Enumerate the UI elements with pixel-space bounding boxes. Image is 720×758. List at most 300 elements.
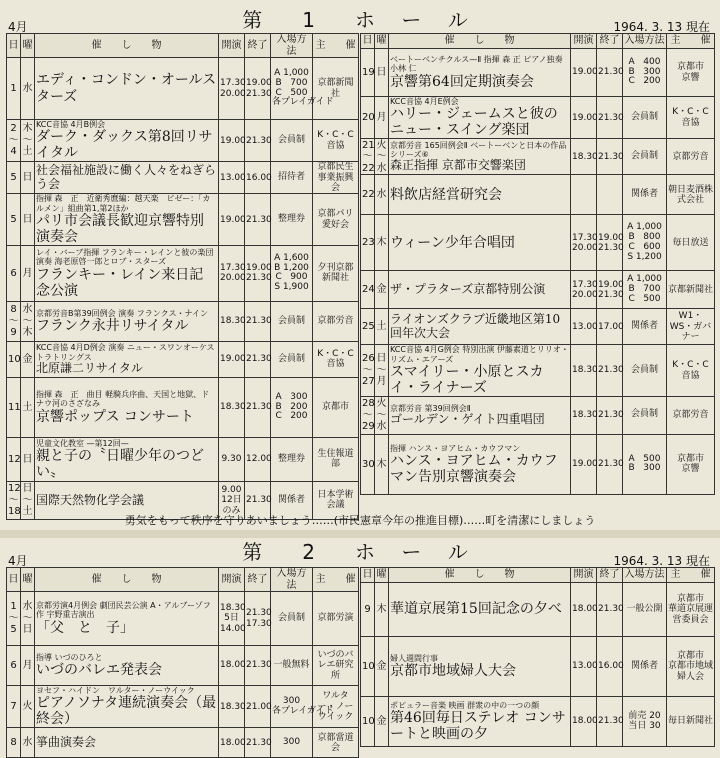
event-organizer: 京都民生事業振興会	[313, 162, 359, 194]
event-admission: 会員制	[271, 341, 313, 377]
event-organizer: 京都市 京響	[667, 49, 715, 97]
event-date: 24	[361, 271, 375, 309]
column-header: 主 催	[667, 568, 715, 583]
event-start: 13.00	[571, 637, 597, 697]
event-title-cell	[389, 345, 571, 397]
event-admission: 整理券	[271, 437, 313, 481]
event-weekday: 月	[375, 97, 389, 139]
event-title-cell	[35, 728, 219, 758]
event-row	[361, 49, 715, 97]
event-date: 10	[361, 697, 375, 747]
event-start: 19.00	[219, 120, 245, 162]
event-start: 17.30 20.00	[219, 58, 245, 120]
event-title: 華道京展第15回記念の夕べ	[390, 601, 562, 618]
event-row	[7, 245, 359, 301]
event-weekday: 日	[21, 162, 35, 194]
event-subtitle: 指揮 ハンス・ヨアヒム・カウフマン	[390, 443, 521, 453]
event-title: 森正指揮 京都市交響楽団	[390, 158, 526, 173]
event-subtitle: KCC音協 4月G例会 特別出演 伊藤素道とリリオ・リズム・エアーズ	[390, 345, 569, 364]
event-end: 21.00	[245, 686, 271, 728]
event-organizer: 京都當道会	[313, 728, 359, 758]
event-end: 17.00	[597, 309, 623, 345]
event-weekday: 土	[21, 377, 35, 437]
event-row	[7, 728, 359, 758]
event-weekday: 日	[21, 194, 35, 246]
event-organizer: 京都新聞社	[667, 271, 715, 309]
event-start: 17.30 20.00	[219, 245, 245, 301]
event-title-cell	[389, 583, 571, 637]
event-weekday: 金	[375, 271, 389, 309]
event-start: 18.00	[219, 646, 245, 686]
event-date: 12	[7, 437, 21, 481]
event-subtitle: 指導 いづのひろと	[36, 652, 103, 662]
event-row	[7, 592, 359, 646]
event-weekday: 木	[375, 215, 389, 271]
event-admission: 関係者	[623, 309, 667, 345]
event-title: 京都市地域婦人大会	[390, 663, 516, 680]
event-title: ハンス・ヨアヒム・カウフマン告別京響演奏会	[390, 452, 558, 486]
event-end: 21.30	[245, 377, 271, 437]
event-start: 17.30 20.00	[571, 271, 597, 309]
event-weekday: 木	[375, 434, 389, 494]
event-start: 18.30 5日 14.00	[219, 592, 245, 646]
event-organizer: 毎日新聞社	[667, 697, 715, 747]
event-row	[361, 583, 715, 637]
event-title: 「父 と 子」	[36, 619, 134, 636]
event-end: 21.30	[245, 481, 271, 519]
event-date: 30	[361, 434, 375, 494]
column-header: 開演	[571, 568, 597, 583]
event-admission: 前売 20 当日 30	[623, 697, 667, 747]
event-title-cell	[35, 301, 219, 341]
event-subtitle: 京都労音B第39回例会 演奏 フランクス・ナイン	[36, 308, 208, 318]
event-weekday: 火 〜 水	[376, 139, 387, 174]
event-weekday: 金	[21, 341, 35, 377]
event-row	[361, 139, 715, 175]
hall1-right-header	[361, 34, 715, 49]
event-end: 21.30	[597, 97, 623, 139]
event-subtitle: 指揮 森 正 曲目 軽騎兵序曲、天国と地獄、ドナウ河のさざなみ	[36, 390, 210, 409]
event-title-cell	[35, 245, 219, 301]
event-subtitle: 京都労音 第39回例会Ⅱ	[390, 403, 471, 413]
event-date: 19	[361, 49, 375, 97]
event-date: 1 〜 5	[7, 592, 21, 646]
column-header: 日	[361, 34, 375, 49]
event-date: 2 〜 4	[7, 120, 21, 162]
event-date: 26 〜 27	[361, 345, 375, 397]
event-title: ハリー・ジェームスと彼のニュー・スイング楽団	[390, 106, 558, 139]
event-date: 21 〜 22	[362, 139, 375, 174]
event-start	[571, 175, 597, 215]
event-start: 18.00	[219, 728, 245, 758]
column-header: 催 し 物	[35, 568, 219, 592]
column-header: 終了	[245, 34, 271, 58]
event-title: スマイリー・小原とスカイ・ライナーズ	[390, 363, 544, 396]
event-date: 8	[7, 728, 21, 758]
event-title-cell	[389, 175, 571, 215]
event-title: ゴールデン・ゲイト四重唱団	[390, 412, 545, 427]
hall1-left-table	[6, 33, 359, 520]
event-weekday: 水 〜 木	[21, 301, 35, 341]
event-start: 19.00	[219, 341, 245, 377]
event-organizer: 生住報道部	[313, 437, 359, 481]
event-end: 21.30	[597, 49, 623, 97]
event-admission: 会員制	[623, 97, 667, 139]
event-weekday: 水 〜 日	[21, 592, 35, 646]
event-admission: 整理券	[271, 194, 313, 246]
event-subtitle: 京都労音 165回例会Ⅱ ベートーベンと日本の作品シリーズ⑥	[390, 140, 567, 159]
event-start: 19.00	[571, 97, 597, 139]
event-title-cell	[35, 58, 219, 120]
event-start: 19.00	[571, 49, 597, 97]
event-admission: 一般公開	[623, 583, 667, 637]
event-date: 28 〜 29	[361, 396, 375, 434]
event-title-cell	[35, 341, 219, 377]
event-end: 19.00 21.30	[597, 215, 623, 271]
event-row	[7, 162, 359, 194]
column-header: 入場方法	[623, 568, 667, 583]
event-start: 18.30	[571, 396, 597, 434]
event-end: 21.30	[597, 396, 623, 434]
event-weekday: 日	[21, 437, 35, 481]
event-admission: 300	[271, 728, 313, 758]
event-admission: 会員制	[271, 120, 313, 162]
event-subtitle: 児童文化教室 —第12回—	[36, 438, 129, 448]
event-organizer: 京都労音	[667, 396, 715, 434]
event-title: フランク永井リサイタル	[36, 318, 189, 335]
event-end: 21.30	[597, 434, 623, 494]
hall1-month: 4月	[8, 20, 28, 34]
event-organizer: 京都労演	[313, 592, 359, 646]
event-organizer: 京都市 京響	[667, 434, 715, 494]
event-end: 19.00 21.30	[597, 271, 623, 309]
event-title: 京響ポップス コンサート	[36, 408, 194, 425]
event-title: ウィーン少年合唱団	[390, 234, 515, 251]
hall1-date-stamp: 1964. 3. 13 現在	[613, 20, 710, 34]
event-admission: 関係者	[271, 481, 313, 519]
event-row	[361, 637, 715, 697]
event-end: 16.00	[597, 637, 623, 697]
column-header: 主 催	[313, 568, 359, 592]
event-subtitle: ポピュラー音楽 映画 群衆の中の一つの顔	[390, 700, 540, 710]
event-start: 18.30	[219, 377, 245, 437]
event-title: 第46回毎日ステレオ コンサートと映画の夕	[390, 710, 566, 743]
event-start: 18.30	[219, 301, 245, 341]
event-start: 18.00	[571, 583, 597, 637]
event-start: 18.00	[571, 697, 597, 747]
event-title: 料飲店経営研究会	[390, 186, 502, 203]
event-weekday: 月	[21, 245, 35, 301]
event-date: 5	[7, 162, 21, 194]
event-title-cell	[389, 697, 571, 747]
event-title: ザ・プラターズ京都特別公演	[390, 281, 546, 296]
event-date: 7	[7, 686, 21, 728]
event-row	[7, 437, 359, 481]
event-title: ダーク・ダックス第8回リサイタル	[36, 129, 213, 162]
event-organizer: K・C・C音協	[667, 345, 715, 397]
event-date: 20	[361, 97, 375, 139]
event-title-cell	[389, 434, 571, 494]
event-row	[7, 686, 359, 728]
event-end: 21.30	[245, 646, 271, 686]
column-header: 日	[361, 568, 375, 583]
event-weekday: 水	[21, 728, 35, 758]
event-organizer: 京都市 京都市地域婦人会	[667, 637, 715, 697]
event-date: 22	[361, 175, 375, 215]
hall1-left-header	[7, 34, 359, 58]
event-subtitle: KCC音協 4月D例会 演奏 ニュー・スワンオーケストラトリングス	[36, 343, 215, 362]
event-admission: 会員制	[271, 301, 313, 341]
event-start: 18.30	[571, 139, 597, 175]
event-weekday: 日	[375, 49, 389, 97]
event-organizer: いづのバレエ研究所	[313, 646, 359, 686]
hall2-left-table	[6, 567, 359, 758]
event-title-cell	[35, 377, 219, 437]
event-title-cell	[35, 686, 219, 728]
column-header: 開演	[219, 568, 245, 592]
event-title-cell	[35, 194, 219, 246]
event-admission: 関係者	[623, 175, 667, 215]
event-organizer: ワルター・ノーウイック	[313, 686, 359, 728]
event-title-cell	[389, 271, 571, 309]
event-end: 19.00 21.30	[245, 245, 271, 301]
column-header: 曜	[375, 568, 389, 583]
event-start: 17.30 20.00	[571, 215, 597, 271]
column-header: 曜	[21, 34, 35, 58]
event-admission: A 300 B 200 C 200	[271, 377, 313, 437]
event-admission: 会員制	[623, 345, 667, 397]
event-weekday: 金	[375, 637, 389, 697]
column-header: 入場方法	[623, 34, 667, 49]
hall1-title: 第 1 ホ ー ル	[242, 8, 478, 32]
event-title: パリ市会議長歓迎京響特別演奏会	[36, 212, 204, 245]
event-organizer: 京都労音	[667, 139, 715, 175]
event-start: 18.30	[571, 345, 597, 397]
event-start: 13.00	[571, 309, 597, 345]
event-admission: 会員制	[271, 592, 313, 646]
event-weekday: 木 〜 土	[21, 120, 35, 162]
event-title-cell	[35, 162, 219, 194]
event-title: 社会福祉施設に働く人々をねぎらう会	[36, 163, 217, 191]
event-organizer: K・C・C音協	[313, 341, 359, 377]
event-weekday: 金	[375, 697, 389, 747]
event-end	[597, 175, 623, 215]
event-date: 12 〜 18	[7, 481, 21, 519]
column-header: 主 催	[313, 34, 359, 58]
column-header: 終了	[597, 568, 623, 583]
event-admission: A 500 B 300	[623, 434, 667, 494]
event-admission: A 400 B 300 C 200	[623, 49, 667, 97]
event-admission: 会員制	[623, 139, 667, 175]
event-row	[7, 58, 359, 120]
event-admission: A 1,600 B 1,200 C 900 S 1,900	[271, 245, 313, 301]
event-start: 19.00	[219, 194, 245, 246]
event-date: 25	[361, 309, 375, 345]
event-title: 国際天然物化学会議	[36, 492, 145, 507]
event-row	[361, 345, 715, 397]
event-title: 京響第64回定期演奏会	[390, 73, 534, 90]
event-admission: A 1,000 B 800 C 600 S 1,200	[623, 215, 667, 271]
event-end: 21.30	[597, 345, 623, 397]
event-title-cell	[389, 215, 571, 271]
event-end: 21.30	[597, 583, 623, 637]
column-header: 終了	[245, 568, 271, 592]
event-row	[7, 341, 359, 377]
event-organizer: 毎日放送	[667, 215, 715, 271]
event-title-cell	[35, 646, 219, 686]
event-subtitle: KCC音協 4月E例会	[390, 97, 459, 106]
event-row	[361, 396, 715, 434]
event-end: 21.30	[245, 728, 271, 758]
event-row	[7, 646, 359, 686]
event-weekday: 火	[21, 686, 35, 728]
event-end: 21.30	[245, 301, 271, 341]
event-title-cell	[35, 120, 219, 162]
event-date: 6	[7, 646, 21, 686]
event-admission: A 1,000 B 700 C 500	[623, 271, 667, 309]
event-date: 6	[7, 245, 21, 301]
civic-motto: 勇気をもって秩序を守りあいましょう……(市民憲章今年の推進目標)……町を清潔にしましょう	[124, 514, 596, 527]
event-organizer: 夕刊京都新聞社	[313, 245, 359, 301]
event-end: 21.30 17.30	[245, 592, 271, 646]
event-end: 12.00	[245, 437, 271, 481]
column-header: 催 し 物	[389, 568, 571, 583]
hall2-right-table	[360, 567, 715, 747]
event-subtitle: 婦人週間行事	[390, 653, 438, 663]
event-organizer: 京都パリ愛好会	[313, 194, 359, 246]
event-end: 19.00 21.30	[245, 58, 271, 120]
event-title: エディ・コンドン・オールスターズ	[36, 72, 217, 105]
event-date: 9	[361, 583, 375, 637]
event-organizer: 朝日麦酒株式会社	[667, 175, 715, 215]
column-header: 入場方法	[271, 568, 313, 592]
column-header: 催 し 物	[389, 34, 571, 49]
event-title: フランキー・レイン来日記念公演	[36, 266, 204, 299]
event-organizer: K・C・C音協	[313, 120, 359, 162]
hall2-right-header	[361, 568, 715, 583]
event-organizer: K・C・C音協	[667, 97, 715, 139]
event-row	[361, 215, 715, 271]
column-header: 催 し 物	[35, 34, 219, 58]
event-end: 21.30	[245, 341, 271, 377]
hall1-right-table	[360, 33, 715, 495]
event-start: 9.00 12日のみ	[219, 481, 245, 519]
column-header: 日	[7, 34, 21, 58]
event-weekday: 日 〜 土	[21, 481, 35, 519]
event-title: 箏曲演奏会	[36, 734, 97, 749]
event-date: 23	[361, 215, 375, 271]
event-start: 13.00	[219, 162, 245, 194]
event-title-cell	[35, 437, 219, 481]
event-title: いづのバレエ発表会	[36, 662, 162, 679]
event-subtitle: 指揮 森 正 近衛秀麿編：越天楽 ビゼー：「カルメン」組曲第1,第2ほか	[36, 194, 211, 213]
event-organizer: 京都市	[313, 377, 359, 437]
event-title-cell	[35, 592, 219, 646]
event-organizer: 日本学術会議	[313, 481, 359, 519]
event-title-cell	[389, 396, 571, 434]
event-end: 21.30	[597, 697, 623, 747]
hall2-title: 第 2 ホ ー ル	[242, 540, 478, 564]
column-header: 主 催	[667, 34, 715, 49]
event-end: 21.30	[245, 120, 271, 162]
column-header: 開演	[219, 34, 245, 58]
event-row	[7, 120, 359, 162]
event-date: 11	[7, 377, 21, 437]
column-header: 終了	[597, 34, 623, 49]
event-date: 10	[7, 341, 21, 377]
event-weekday: 水	[375, 175, 389, 215]
event-weekday: 火 〜 水	[375, 396, 389, 434]
event-date: 5	[7, 194, 21, 246]
event-title: ピアノソナタ連続演奏会（最終会）	[36, 695, 217, 728]
hall2-left-header	[7, 568, 359, 592]
event-weekday: 日 〜 月	[375, 345, 389, 397]
event-weekday: 水	[21, 58, 35, 120]
event-start: 18.30	[219, 686, 245, 728]
column-header: 曜	[375, 34, 389, 49]
event-title-cell	[389, 49, 571, 97]
event-row	[7, 377, 359, 437]
column-header: 開演	[571, 34, 597, 49]
event-row	[361, 697, 715, 747]
hall2-month: 4月	[8, 554, 28, 568]
event-admission: 会員制	[623, 396, 667, 434]
event-weekday: 木	[375, 583, 389, 637]
event-row	[7, 194, 359, 246]
event-date: 1	[7, 58, 21, 120]
event-organizer: 京都労音	[313, 301, 359, 341]
event-date: 8 〜 9	[7, 301, 21, 341]
event-subtitle: レイ・バーブ指揮 フランキー・レインと彼の楽団 演奏 海老原啓一郎とロブ・スターズ	[36, 248, 214, 267]
event-admission: 関係者	[623, 637, 667, 697]
event-organizer: W1・WS・ガバナー	[667, 309, 715, 345]
event-admission: 300 各プレイガイド	[271, 686, 313, 728]
column-header: 日	[7, 568, 21, 592]
event-title: 北原謙二リサイタル	[36, 360, 143, 375]
event-admission: 一般無料	[271, 646, 313, 686]
event-title: 親と子の〝日曜少年のつどい〟	[36, 447, 204, 481]
event-organizer: 京都市 華道京展運営委員会	[667, 583, 715, 637]
event-title-cell	[389, 97, 571, 139]
event-row	[361, 434, 715, 494]
column-header: 入場方法	[271, 34, 313, 58]
event-title: ライオンズクラブ近畿地区第10回年次大会	[390, 312, 561, 340]
event-start: 19.00	[571, 434, 597, 494]
event-weekday: 土	[375, 309, 389, 345]
event-title-cell	[389, 309, 571, 345]
event-end: 21.30	[245, 194, 271, 246]
event-end: 16.00	[245, 162, 271, 194]
event-row	[361, 309, 715, 345]
event-row	[361, 97, 715, 139]
event-end: 21.30	[597, 139, 623, 175]
column-header: 曜	[21, 568, 35, 592]
event-title-cell	[389, 637, 571, 697]
event-title-cell	[389, 139, 571, 175]
event-subtitle: ベートーベンチクルス—Ⅱ 指揮 森 正 ピアノ独奏 小林 仁	[390, 55, 563, 74]
event-subtitle: KCC音協 4月B例会	[36, 120, 106, 129]
hall2-date-stamp: 1964. 3. 13 現在	[613, 554, 710, 568]
event-row	[7, 301, 359, 341]
event-start: 9.30	[219, 437, 245, 481]
event-row	[361, 271, 715, 309]
event-subtitle: 京都労演4月例会 劇団民芸公演 A・アルブーゾフ作 宇野重吉演出	[36, 601, 211, 620]
event-organizer: 京都新聞社	[313, 58, 359, 120]
event-subtitle: ヨセフ・ハイドン ワルター・ノーウイック	[36, 686, 195, 695]
event-admission: 招待者	[271, 162, 313, 194]
event-row	[361, 175, 715, 215]
event-weekday: 月	[21, 646, 35, 686]
